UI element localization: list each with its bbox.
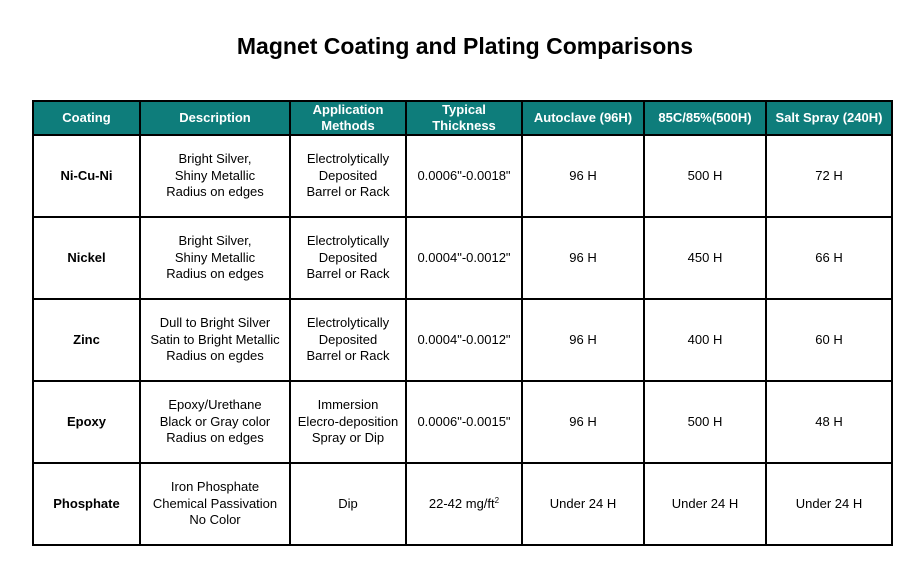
table-row [33,299,892,381]
salt-spray-cell: 60 H [766,299,892,381]
application-cell [290,135,406,217]
description-line: Black or Gray color [159,413,271,429]
application-line: Electrolytically [306,233,390,249]
description-cell [140,217,290,299]
description-cell [140,135,290,217]
autoclave-cell: 96 H [522,381,644,463]
salt-spray-cell: 72 H [766,135,892,217]
application-line: Barrel or Rack [306,184,390,200]
col-header-thickness-line: Typical [442,102,486,117]
description-line: Radius on edges [166,266,264,282]
description-cell [140,299,290,381]
thickness-cell [406,463,522,545]
header-row [33,101,892,135]
thickness-cell: 0.0006"-0.0015" [406,381,522,463]
autoclave-cell: Under 24 H [522,463,644,545]
humidity-cell: 450 H [644,217,766,299]
description-line: Epoxy/Urethane [168,397,262,413]
application-line: Electrolytically [306,315,390,331]
description-line: Satin to Bright Metallic [150,331,280,347]
description-cell [140,381,290,463]
salt-spray-cell: Under 24 H [766,463,892,545]
table-row [33,381,892,463]
coating-cell: Epoxy [33,381,140,463]
application-line: Barrel or Rack [306,266,390,282]
humidity-cell: 500 H [644,135,766,217]
col-header-description: Description [140,101,290,135]
application-line: Deposited [318,167,378,183]
thickness-exponent: 2 [494,495,500,505]
salt-spray-cell: 66 H [766,217,892,299]
application-line: Deposited [318,331,378,347]
coating-cell: Phosphate [33,463,140,545]
humidity-cell: Under 24 H [644,463,766,545]
description-cell [140,463,290,545]
humidity-cell: 400 H [644,299,766,381]
col-header-thickness-line: Thickness [432,118,496,133]
comparison-table [32,100,893,546]
col-header-humidity: 85C/85%(500H) [644,101,766,135]
description-line: Chemical Passivation [152,495,278,511]
description-line: Bright Silver, [178,151,252,167]
table-row [33,217,892,299]
autoclave-cell: 96 H [522,217,644,299]
col-header-application [290,101,406,135]
autoclave-cell: 96 H [522,135,644,217]
coating-cell: Nickel [33,217,140,299]
col-header-autoclave: Autoclave (96H) [522,101,644,135]
description-line: Shiny Metallic [174,249,256,265]
description-line: No Color [189,512,241,528]
col-header-salt-spray: Salt Spray (240H) [766,101,892,135]
salt-spray-cell: 48 H [766,381,892,463]
application-line: Immersion [317,397,379,413]
autoclave-cell: 96 H [522,299,644,381]
table-row [33,135,892,217]
thickness-cell: 0.0004"-0.0012" [406,299,522,381]
col-header-application-line: Methods [321,118,375,133]
application-line: Dip [338,495,358,511]
description-line: Radius on edges [166,184,264,200]
description-line: Dull to Bright Silver [159,315,271,331]
application-line: Deposited [318,249,378,265]
application-line: Electrolytically [306,151,390,167]
thickness-cell: 0.0004"-0.0012" [406,217,522,299]
col-header-coating: Coating [33,101,140,135]
coating-cell: Ni-Cu-Ni [33,135,140,217]
humidity-cell: 500 H [644,381,766,463]
col-header-application-line: Application [312,102,384,117]
application-line: Spray or Dip [311,430,385,446]
thickness-cell: 0.0006"-0.0018" [406,135,522,217]
thickness-value: 22-42 mg/ft [428,495,495,511]
table-row [33,463,892,545]
page-title: Magnet Coating and Plating Comparisons [236,33,694,59]
description-line: Radius on edges [166,430,264,446]
description-line: Iron Phosphate [170,479,260,495]
col-header-thickness [406,101,522,135]
application-cell [290,299,406,381]
application-cell [290,381,406,463]
application-line: Barrel or Rack [306,348,390,364]
application-cell [290,217,406,299]
description-line: Bright Silver, [178,233,252,249]
application-line: Elecro-deposition [297,413,399,429]
application-cell [290,463,406,545]
description-line: Shiny Metallic [174,167,256,183]
coating-cell: Zinc [33,299,140,381]
description-line: Radius on egdes [166,348,264,364]
